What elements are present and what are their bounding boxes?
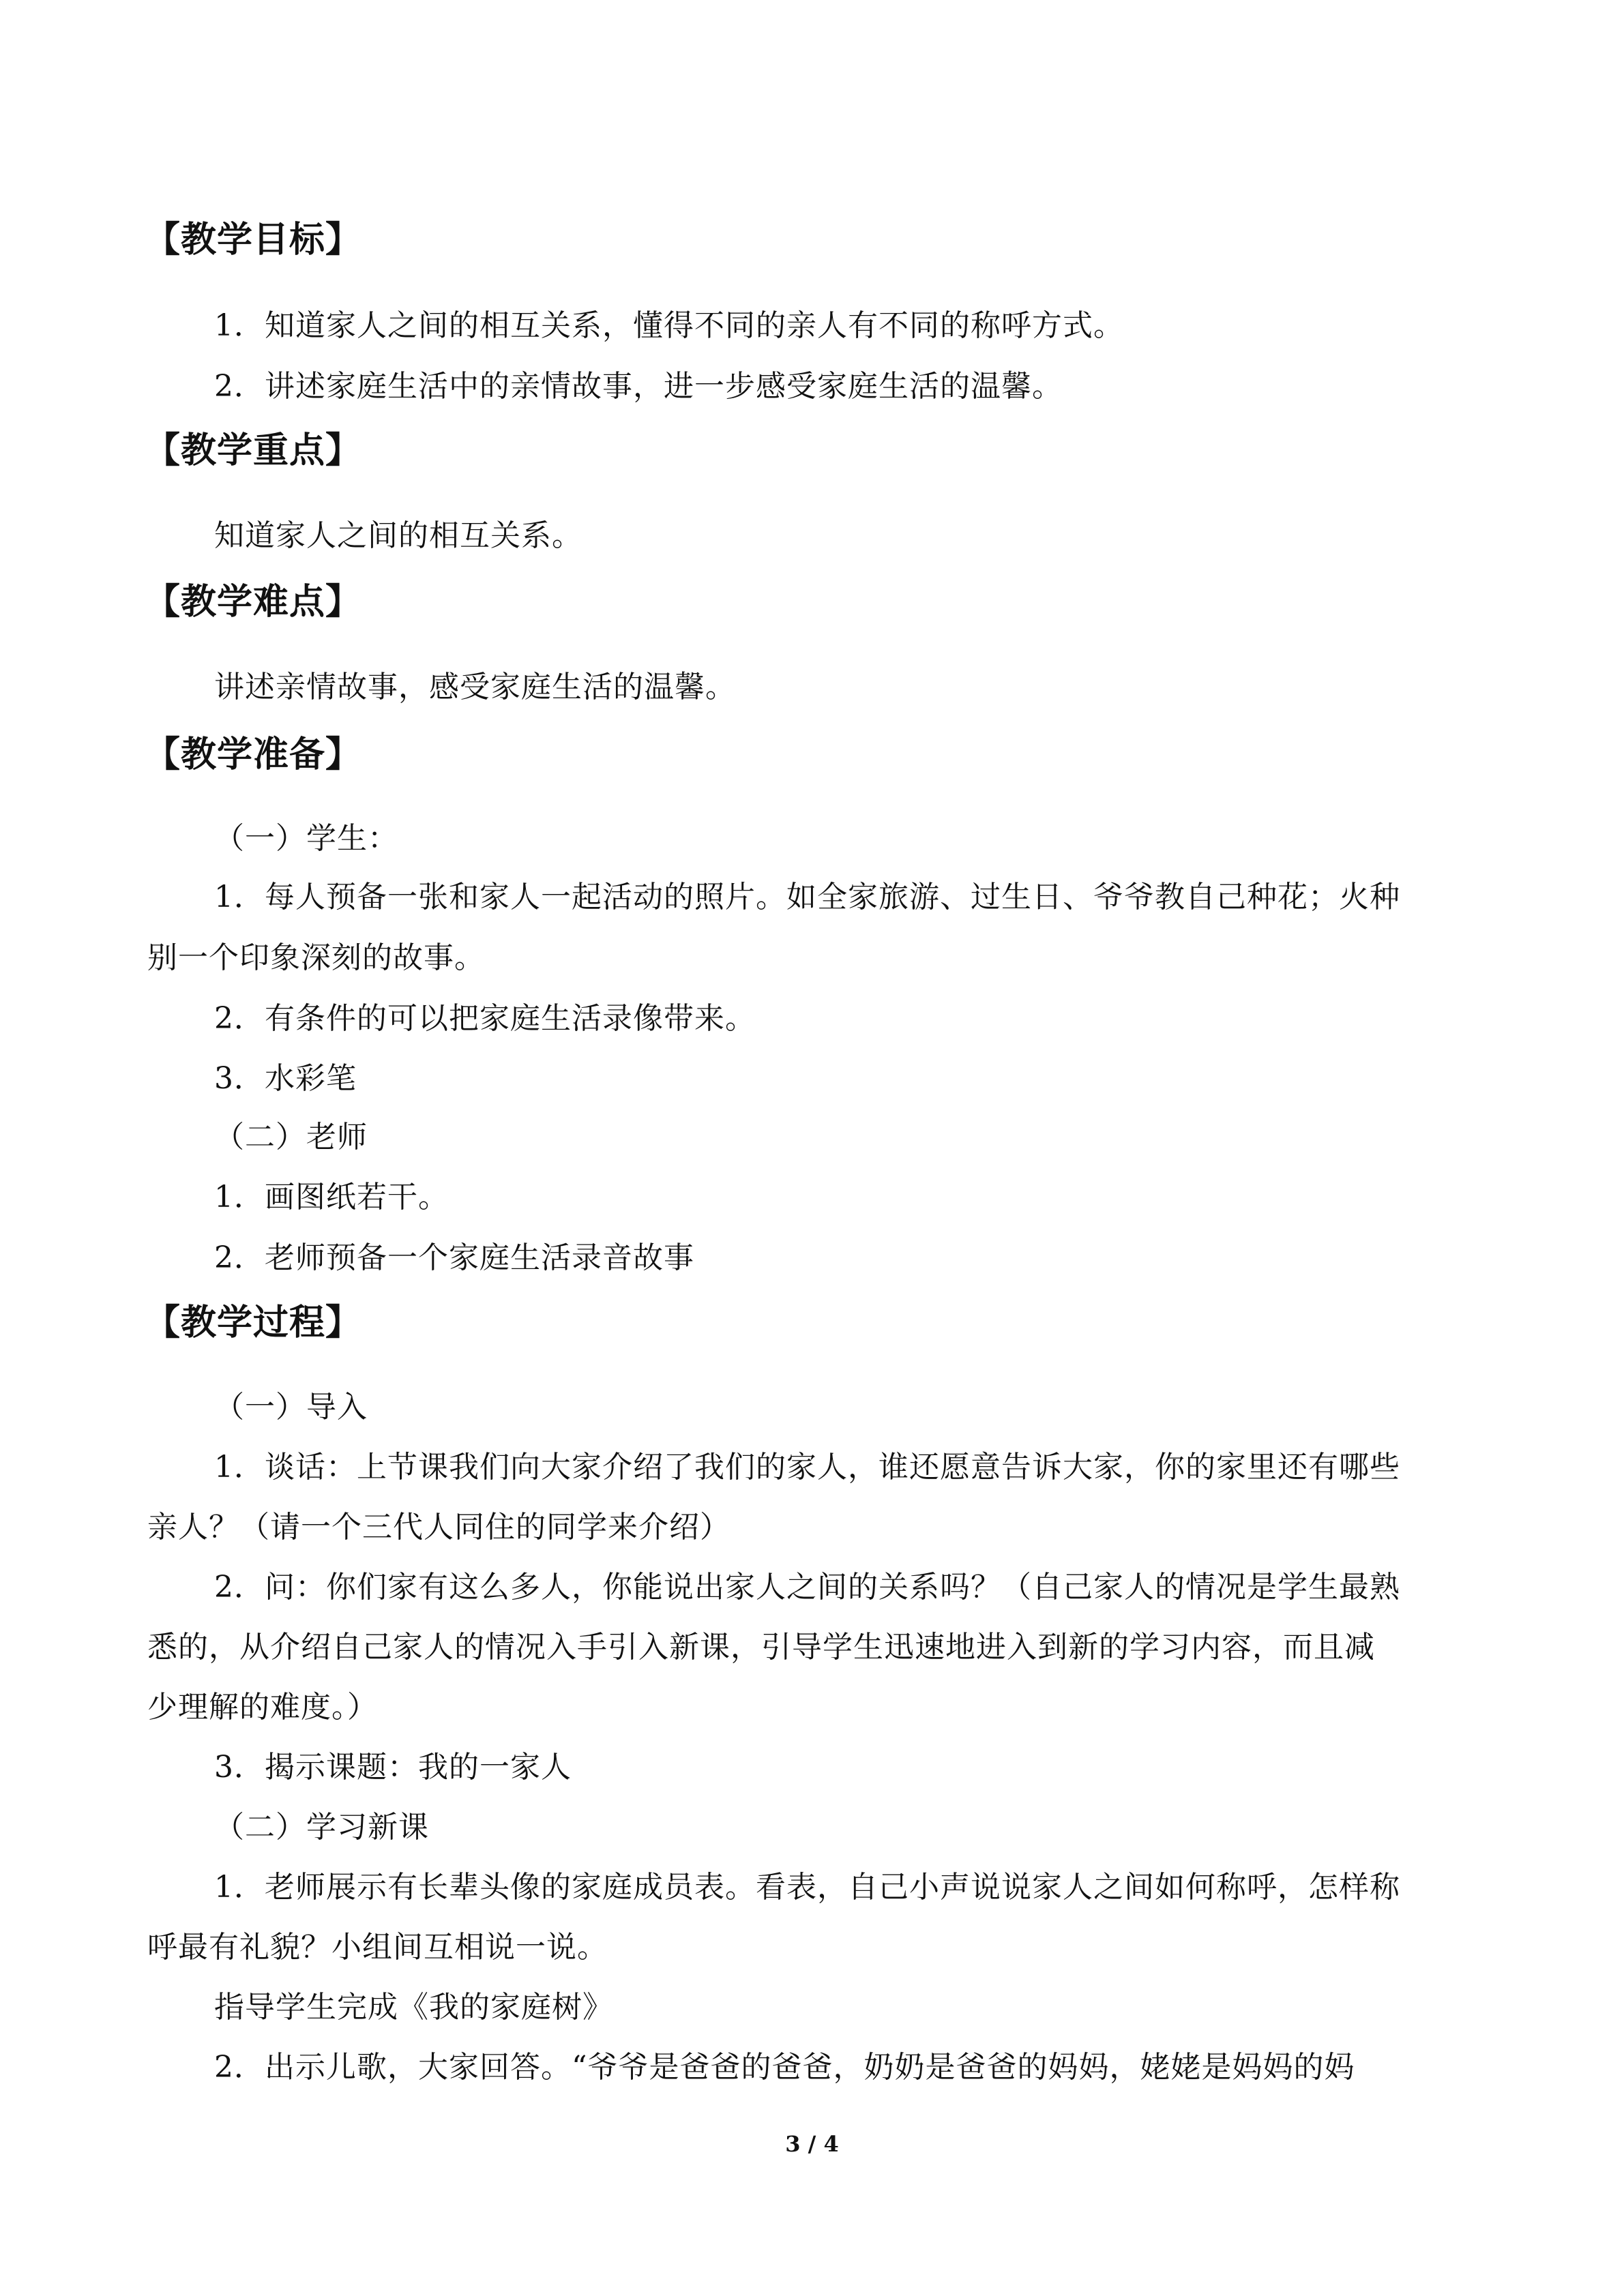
process-intro-line-5: 少理解的难度。） [147,1690,378,1725]
process-new-lesson-line-1: 1．老师展示有长辈头像的家庭成员表。看表，自己小声说说家人之间如何称呼，怎样称 [214,1870,1400,1905]
heading-preparation: 【教学准备】 [145,734,362,775]
prep-students-line-4: 3．水彩笔 [214,1061,357,1096]
heading-process: 【教学过程】 [145,1302,362,1343]
process-intro-line-3: 2．问：你们家有这么多人，你能说出家人之间的关系吗？（自己家人的情况是学生最熟 [214,1570,1400,1605]
process-intro-line-4: 悉的，从介绍自己家人的情况入手引入新课，引导学生迅速地进入到新的学习内容，而且减 [147,1630,1375,1665]
process-new-lesson-line-3: 指导学生完成《我的家庭树》 [214,1990,613,2025]
page-number: 3 / 4 [785,2131,839,2157]
heading-difficulties: 【教学难点】 [145,582,362,623]
difficulties-text: 讲述亲情故事，感受家庭生活的温馨。 [214,670,736,704]
process-new-lesson-label: （二）学习新课 [214,1810,429,1845]
process-intro-line-2: 亲人？（请一个三代人同住的同学来介绍） [147,1510,730,1545]
goals-item-1: 1．知道家人之间的相互关系，懂得不同的亲人有不同的称呼方式。 [214,308,1124,343]
process-intro-line-6: 3．揭示课题：我的一家人 [214,1750,572,1785]
prep-students-line-3: 2．有条件的可以把家庭生活录像带来。 [214,1001,756,1036]
goals-item-2: 2．讲述家庭生活中的亲情故事，进一步感受家庭生活的温馨。 [214,369,1063,404]
prep-teacher-line-1: 1．画图纸若干。 [214,1180,449,1214]
prep-teacher-label: （二）老师 [214,1120,368,1154]
process-intro-line-1: 1．谈话：上节课我们向大家介绍了我们的家人，谁还愿意告诉大家，你的家里还有哪些 [214,1450,1400,1485]
heading-key-points: 【教学重点】 [145,430,362,471]
prep-students-line-2: 别一个印象深刻的故事。 [147,940,485,975]
prep-teacher-line-2: 2．老师预备一个家庭生活录音故事 [214,1240,694,1275]
key-points-text: 知道家人之间的相互关系。 [214,518,582,553]
process-intro-label: （一）导入 [214,1390,368,1425]
prep-students-label: （一）学生： [214,821,398,856]
heading-goals: 【教学目标】 [145,220,362,260]
process-new-lesson-line-2: 呼最有礼貌？小组间互相说一说。 [147,1930,608,1965]
process-new-lesson-line-4: 2．出示儿歌，大家回答。“爷爷是爸爸的爸爸，奶奶是爸爸的妈妈，姥姥是妈妈的妈 [214,2050,1355,2085]
prep-students-line-1: 1．每人预备一张和家人一起活动的照片。如全家旅游、过生日、爷爷教自己种花；火种 [214,880,1400,914]
